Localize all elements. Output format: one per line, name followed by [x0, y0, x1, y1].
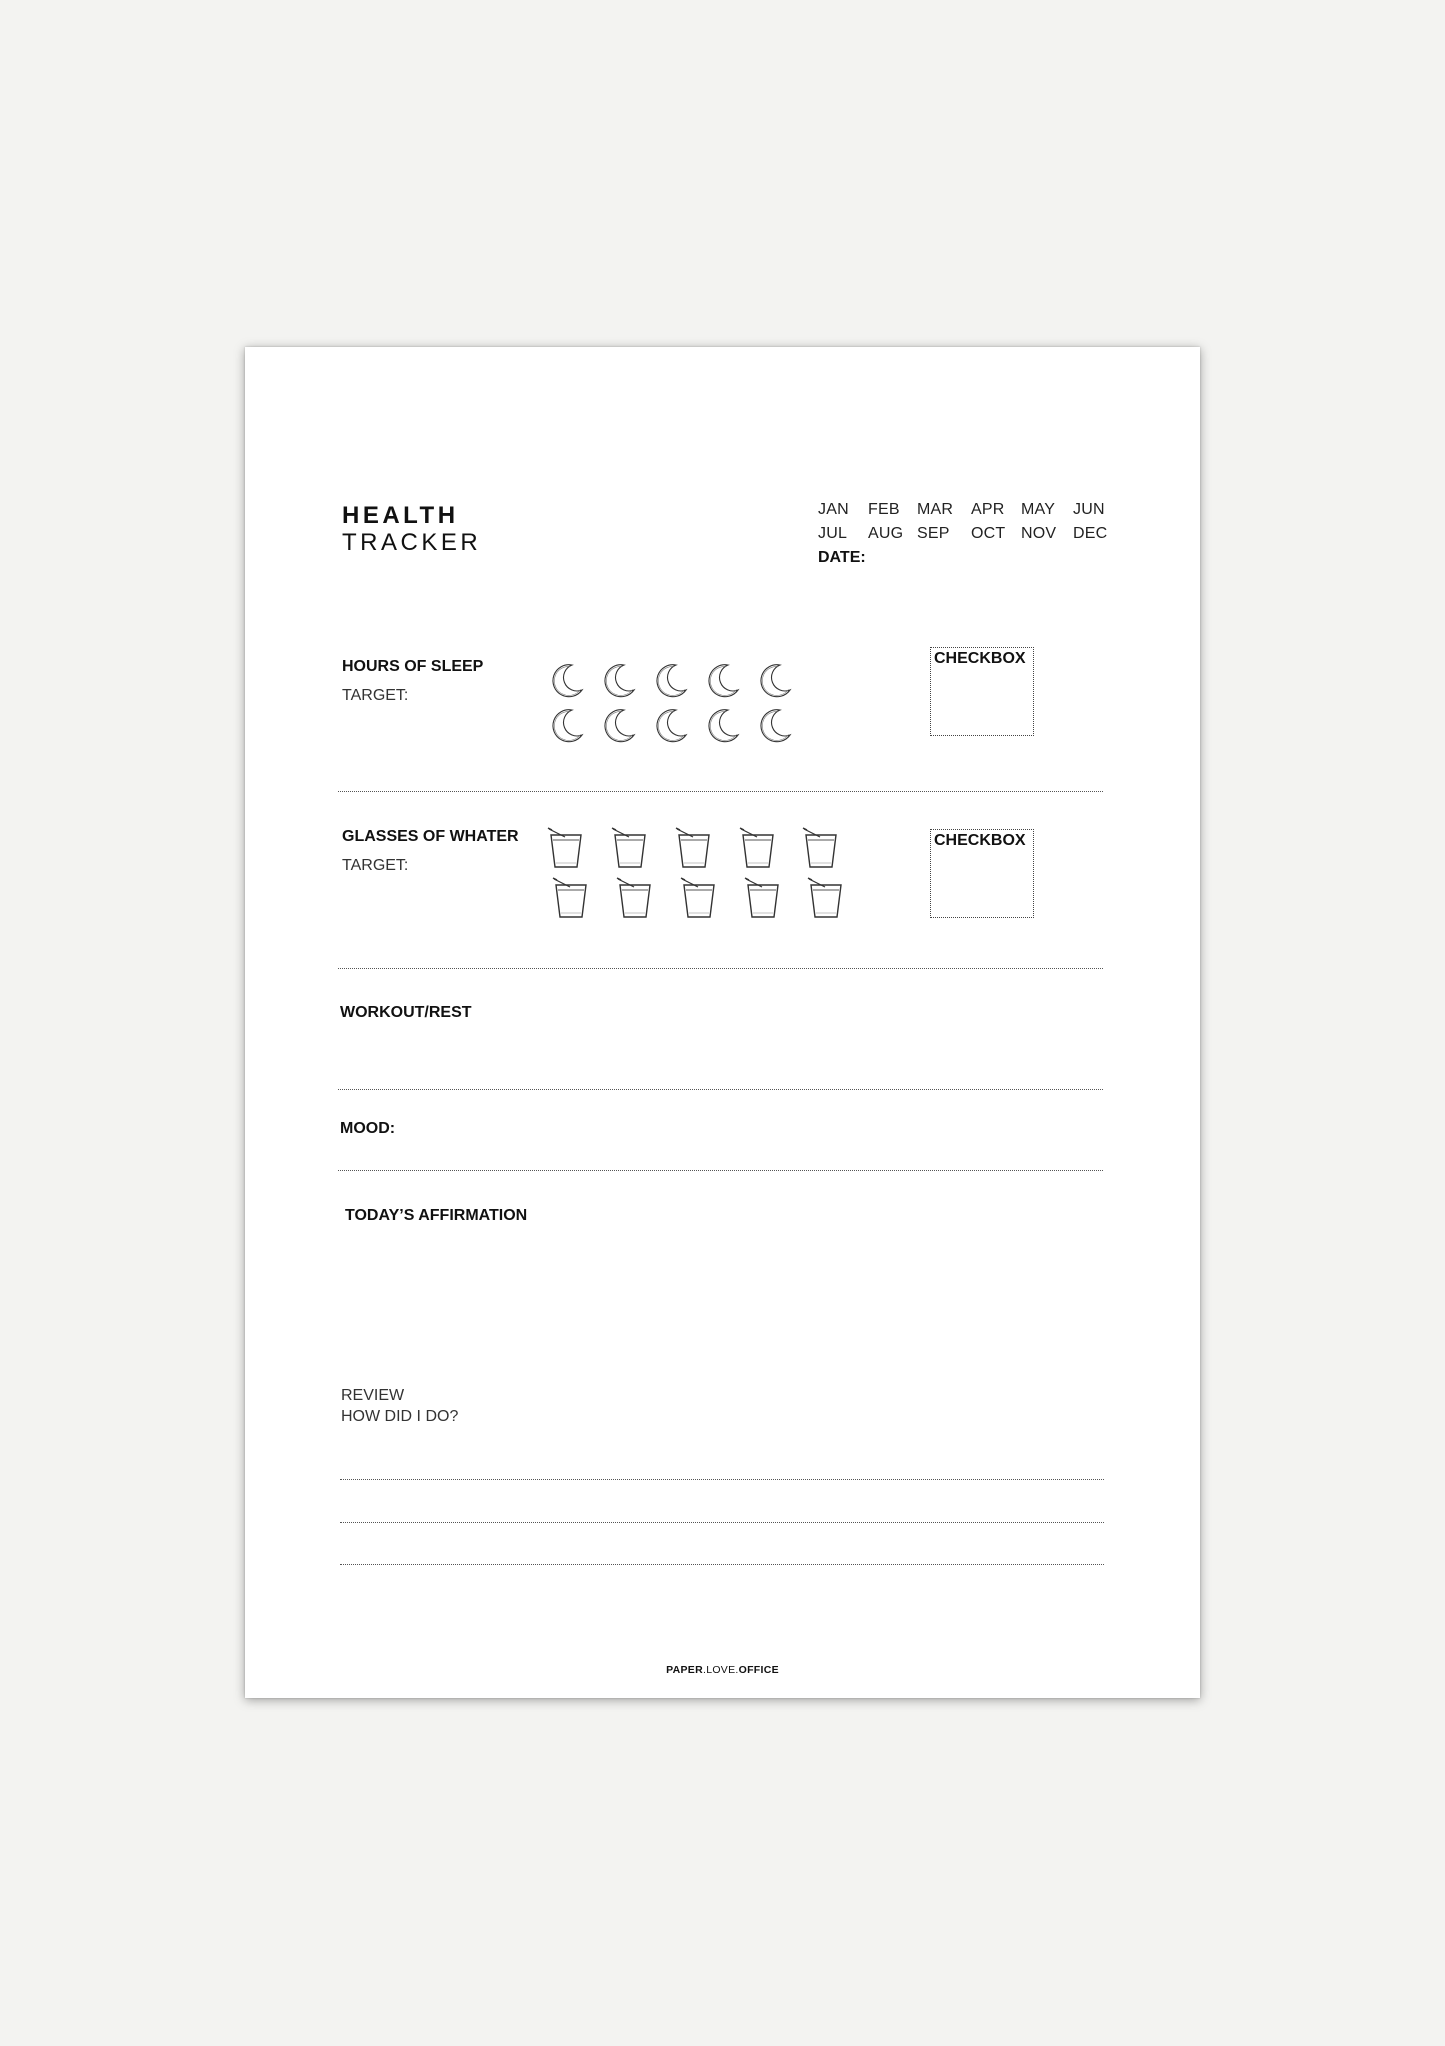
month-dec[interactable]: DEC: [1073, 525, 1108, 542]
review-line-2[interactable]: [340, 1522, 1104, 1523]
water-glass-icon[interactable]: [614, 877, 656, 919]
title-tracker: TRACKER: [342, 529, 482, 556]
water-glass-icon[interactable]: [742, 877, 784, 919]
brand-separator-2: .: [735, 1664, 739, 1676]
water-glass-icon[interactable]: [678, 877, 720, 919]
water-glass-icon[interactable]: [800, 827, 842, 869]
water-glass-icon[interactable]: [737, 827, 779, 869]
brand-part-paper: PAPER: [666, 1664, 703, 1676]
divider-water: [338, 968, 1103, 969]
month-apr[interactable]: APR: [971, 501, 1005, 518]
month-jul[interactable]: JUL: [818, 525, 848, 542]
water-checkbox[interactable]: [930, 829, 1034, 918]
month-aug[interactable]: AUG: [868, 525, 904, 542]
brand-separator-1: .: [702, 1664, 707, 1676]
review-question: HOW DID I DO?: [341, 1408, 459, 1425]
tracker-sheet: [245, 347, 1200, 1698]
crescent-moon-icon[interactable]: [545, 660, 587, 702]
water-glass-icon[interactable]: [805, 877, 847, 919]
month-feb[interactable]: FEB: [868, 501, 900, 518]
divider-mood: [338, 1170, 1103, 1171]
date-label: DATE:: [818, 549, 866, 566]
crescent-moon-icon[interactable]: [545, 705, 587, 747]
water-glass-icon[interactable]: [609, 827, 651, 869]
mood-label: MOOD:: [340, 1120, 396, 1137]
crescent-moon-icon[interactable]: [649, 705, 691, 747]
workout-label: WORKOUT/REST: [340, 1004, 472, 1021]
water-glass-icon[interactable]: [550, 877, 592, 919]
title-health: HEALTH: [342, 502, 459, 529]
water-label: GLASSES OF WHATER: [342, 828, 519, 845]
crescent-moon-icon[interactable]: [701, 705, 743, 747]
month-mar[interactable]: MAR: [917, 501, 954, 518]
divider-sleep: [338, 791, 1103, 792]
sleep-checkbox[interactable]: [930, 647, 1034, 736]
water-checkbox-label: CHECKBOX: [934, 832, 1026, 849]
crescent-moon-icon[interactable]: [753, 705, 795, 747]
water-target-label: TARGET:: [342, 857, 409, 874]
affirmation-label: TODAY’S AFFIRMATION: [345, 1207, 528, 1224]
review-label: REVIEW: [341, 1387, 405, 1404]
month-may[interactable]: MAY: [1021, 501, 1056, 518]
month-sep[interactable]: SEP: [917, 525, 950, 542]
crescent-moon-icon[interactable]: [753, 660, 795, 702]
month-nov[interactable]: NOV: [1021, 525, 1057, 542]
sleep-checkbox-label: CHECKBOX: [934, 650, 1026, 667]
water-glass-icon[interactable]: [673, 827, 715, 869]
brand-part-office: OFFICE: [738, 1664, 779, 1676]
review-line-1[interactable]: [340, 1479, 1104, 1480]
review-line-3[interactable]: [340, 1564, 1104, 1565]
sleep-label: HOURS OF SLEEP: [342, 658, 484, 675]
month-oct[interactable]: OCT: [971, 525, 1006, 542]
water-glass-icon[interactable]: [545, 827, 587, 869]
crescent-moon-icon[interactable]: [597, 705, 639, 747]
month-jan[interactable]: JAN: [818, 501, 849, 518]
crescent-moon-icon[interactable]: [597, 660, 639, 702]
crescent-moon-icon[interactable]: [649, 660, 691, 702]
month-jun[interactable]: JUN: [1073, 501, 1105, 518]
crescent-moon-icon[interactable]: [701, 660, 743, 702]
sleep-target-label: TARGET:: [342, 687, 409, 704]
divider-workout: [338, 1089, 1103, 1090]
footer-brand-logo: [245, 1664, 1200, 1676]
brand-part-love: LOVE: [706, 1664, 736, 1676]
